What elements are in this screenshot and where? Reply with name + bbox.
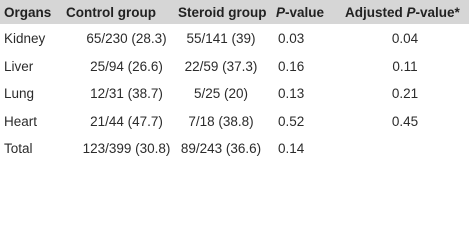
header-adjusted-prefix: Adjusted: [345, 4, 407, 20]
header-organs: Organs: [4, 4, 52, 20]
header-p-value-rest: -value: [285, 4, 325, 20]
cell-adjusted-p-value: 0.11: [392, 58, 418, 74]
header-p-value-italic: P: [276, 4, 286, 20]
cell-steroid: 5/25 (20): [193, 86, 249, 101]
table-row: [0, 52, 469, 80]
cell-p-value: 0.03: [278, 30, 305, 46]
table-row: [0, 135, 469, 162]
cell-organ: Total: [4, 141, 33, 156]
header-adjusted-italic: P: [406, 4, 416, 20]
cell-organ: Kidney: [4, 30, 46, 46]
cell-control: 12/31 (38.7): [90, 86, 163, 101]
header-steroid-group: Steroid group: [178, 4, 267, 20]
cell-control: 65/230 (28.3): [86, 30, 167, 46]
header-adjusted-p-value: [345, 0, 469, 24]
cell-control: 123/399 (30.8): [82, 141, 171, 156]
cell-organ: Liver: [4, 58, 34, 74]
header-adjusted-suffix: -value*: [415, 4, 460, 20]
cell-adjusted-p-value: 0.04: [391, 30, 419, 46]
cell-p-value: 0.52: [278, 113, 305, 129]
cell-adjusted-p-value: 0.45: [391, 113, 419, 129]
cell-p-value: 0.16: [278, 58, 305, 74]
header-control-group: Control group: [66, 4, 156, 20]
cell-control: 25/94 (26.6): [90, 58, 163, 74]
table-header-row: [0, 0, 469, 24]
header-p-value: [276, 0, 352, 24]
cell-p-value: 0.13: [278, 86, 305, 101]
table-row: [0, 80, 469, 107]
table-row: [0, 24, 469, 52]
table-row: [0, 107, 469, 135]
cell-control: 21/44 (47.7): [90, 113, 163, 129]
cell-steroid: 22/59 (37.3): [184, 58, 258, 74]
cell-organ: Heart: [4, 113, 38, 129]
cell-steroid: 89/243 (36.6): [180, 141, 262, 156]
cell-organ: Lung: [4, 86, 35, 101]
cell-steroid: 7/18 (38.8): [188, 113, 254, 129]
cell-steroid: 55/141 (39): [186, 30, 256, 46]
cell-adjusted-p-value: [343, 135, 467, 162]
cell-adjusted-p-value: 0.21: [391, 86, 419, 101]
cell-p-value: 0.14: [278, 141, 305, 156]
